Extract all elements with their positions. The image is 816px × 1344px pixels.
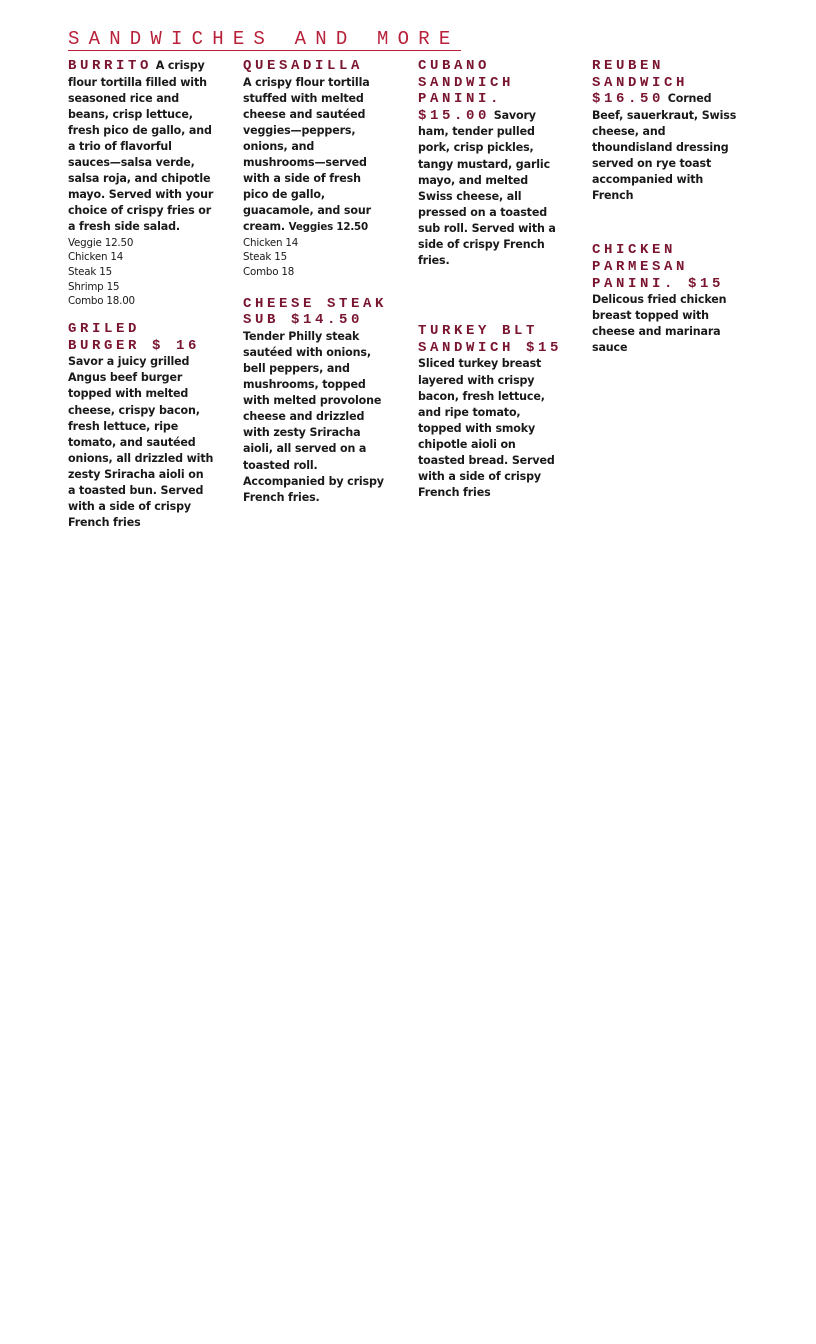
- item-name: CHICKEN PARMESAN PANINI. $15: [592, 242, 725, 292]
- price-line: Combo 18: [243, 265, 295, 278]
- section-title: SANDWICHES AND MORE: [68, 28, 460, 50]
- item-name: TURKEY BLT SANDWICH $15: [418, 323, 563, 356]
- menu-item-cubano: [418, 58, 564, 269]
- item-description: Sliced turkey breast layered with crispy bacon, fresh lettuce, and ripe tomato, topped with smoky chipotle aioli on toasted bread. Served with a side of crispy French fries: [418, 357, 555, 500]
- item-name: BURRITO: [68, 58, 153, 74]
- item-name: GRILED BURGER $ 16: [68, 321, 201, 354]
- menu-item-quesadilla: [243, 58, 389, 280]
- item-description: Delicous fried chicken breast topped with cheese and marinara sauce: [592, 293, 727, 355]
- menu-item-reuben: [592, 58, 738, 204]
- item-description: Corned Beef, sauerkraut, Swiss cheese, and thoundisland dressing served on rye toast accompanied with French: [592, 92, 737, 203]
- price-line: Chicken 14: [68, 251, 124, 264]
- item-description: A crispy flour tortilla filled with seasoned rice and beans, crisp lettuce, fresh pico de gallo, and a trio of flavorful sauces—salsa verde, salsa roja, and chipotle mayo. Served with your choice of crispy fries or a fresh side salad.: [68, 59, 214, 234]
- menu-column-4: [592, 58, 738, 369]
- item-name: REUBEN SANDWICH $16.50: [592, 58, 689, 108]
- price-line: Veggie 12.50: [68, 236, 134, 249]
- menu-item-turkey-blt: [418, 323, 564, 501]
- item-description: A crispy flour tortilla stuffed with melted cheese and sautéed veggies—peppers, onions, and mushrooms—served with a side of fresh pico de gallo, guacamole, and sour cream.: [243, 75, 371, 234]
- item-name: CUBANO SANDWICH PANINI. $15.00: [418, 58, 515, 124]
- item-name: QUESADILLA: [243, 58, 364, 74]
- item-description: Tender Philly steak sautéed with onions, bell peppers, and mushrooms, topped with melted provolone cheese and drizzled with zesty Sriracha aioli, all served on a toasted roll. Accompanied by crispy French fries.: [243, 329, 384, 504]
- item-description: Savor a juicy grilled Angus beef burger topped with melted cheese, crispy bacon, fresh lettuce, ripe tomato, and sautéed onions, all drizzled with zesty Sriracha aioli on a toasted bun. Served with a side of crispy French fries: [68, 355, 214, 530]
- item-description: Savory ham, tender pulled pork, crisp pickles, tangy mustard, garlic mayo, and melted Swiss cheese, all pressed on a toasted sub roll. Served with a side of crispy French fries.: [418, 108, 556, 268]
- menu-item-burger: [68, 321, 214, 531]
- price-line: Steak 15: [243, 251, 287, 264]
- item-name: CHEESE STEAK SUB $14.50: [243, 295, 388, 329]
- price-line: Chicken 14: [243, 236, 299, 249]
- menu-column-3: [418, 58, 564, 513]
- price-line: Veggies 12.50: [288, 221, 368, 234]
- price-line: Shrimp 15: [68, 280, 120, 293]
- menu-column-2: [243, 58, 389, 518]
- price-list: [68, 236, 214, 310]
- menu-item-chicken-parmesan: [592, 242, 738, 356]
- price-line: Steak 15: [68, 265, 112, 278]
- menu-column-1: [68, 58, 214, 543]
- menu-item-cheesesteak: [243, 296, 389, 506]
- price-line: Combo 18.00: [68, 295, 135, 308]
- menu-item-burrito: [68, 58, 214, 309]
